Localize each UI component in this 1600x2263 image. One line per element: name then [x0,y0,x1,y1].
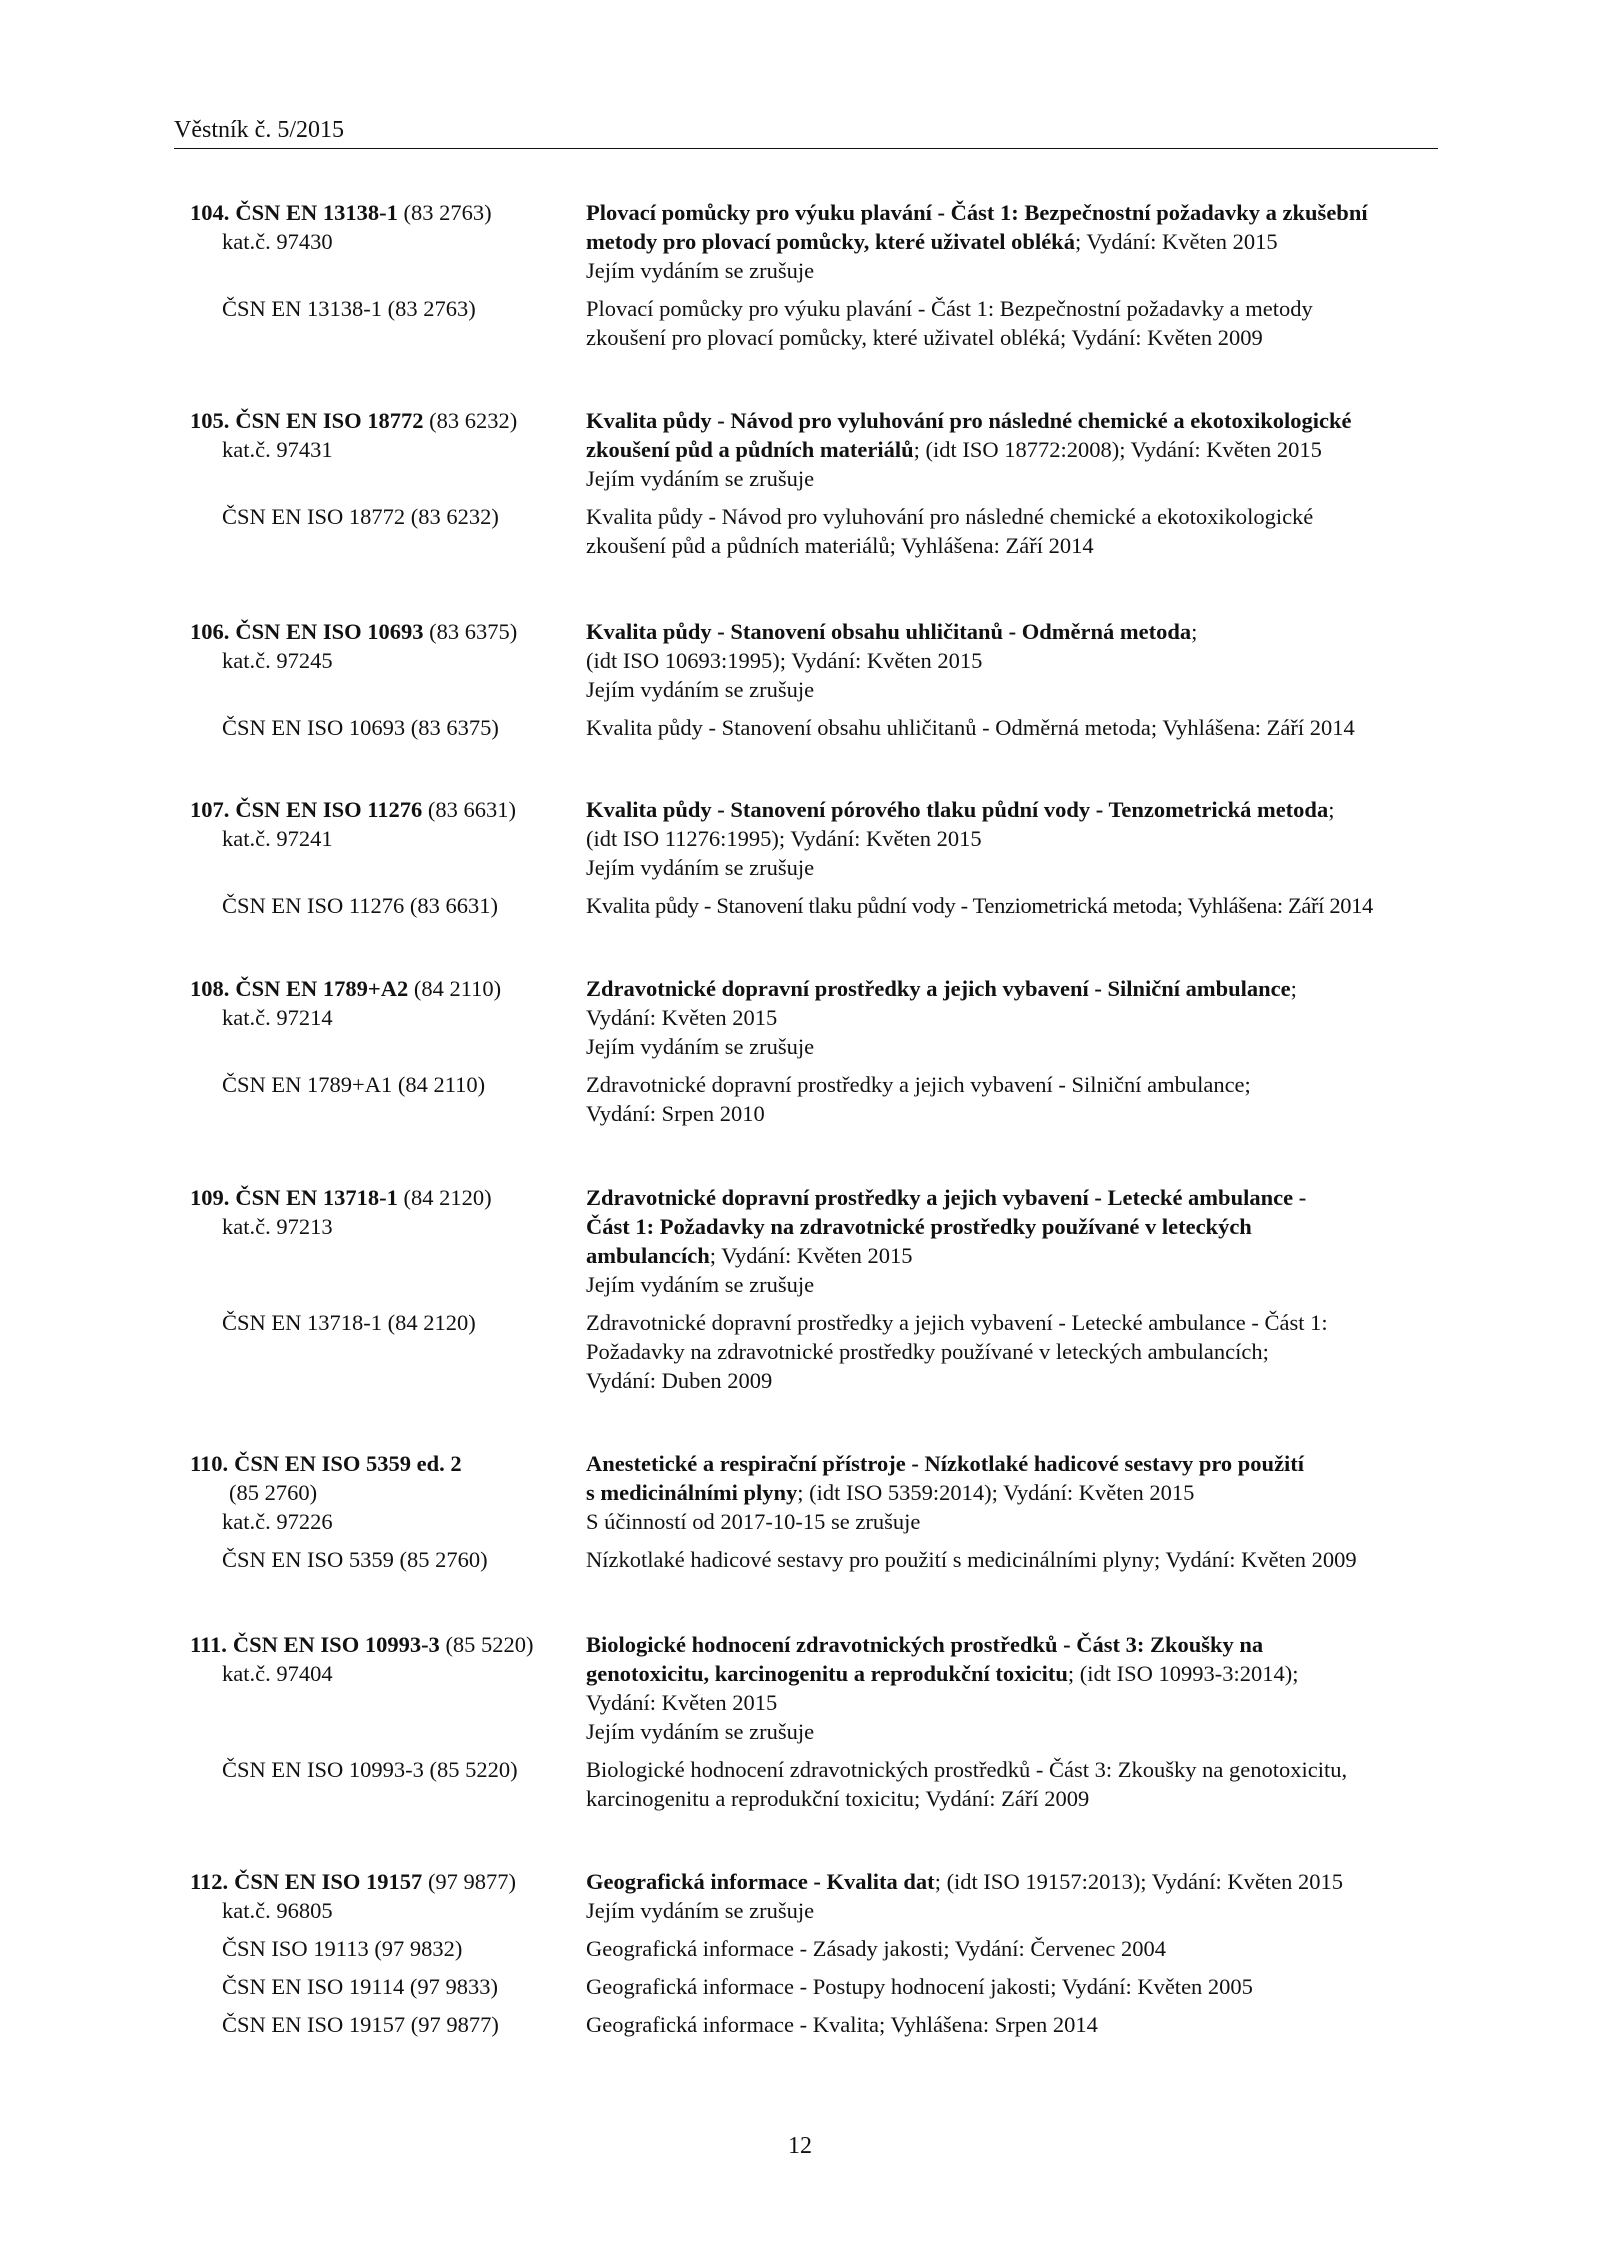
release-info: Vydání: Květen 2015 [586,1005,778,1030]
entry-109 [0,1183,1600,1395]
release-info: (idt ISO 10693:1995); Vydání: Květen 2015 [586,648,983,673]
catalog-number: kat.č. 97430 [222,229,333,254]
entry-number: 109. [190,1185,230,1210]
replaced-standard-code: ČSN EN ISO 11276 (83 6631) [222,893,499,918]
standard-title: Kvalita půdy - Stanovení pórového tlaku půdní vody - Tenzometrická metoda [586,797,1329,822]
entry-number: 105. [190,408,230,433]
class-code: (83 6631) [422,797,517,822]
title-punct: ; [1328,797,1335,822]
replacement-note: Jejím vydáním se zrušuje [586,855,815,880]
class-code: (83 2763) [397,200,492,225]
entry-number: 112. [190,1869,229,1894]
page-header [174,112,1438,149]
replacement-note: S účinností od 2017-10-15 se zrušuje [586,1509,921,1534]
replacement-note: Jejím vydáním se zrušuje [586,1034,815,1059]
class-code: (83 6232) [423,408,518,433]
standard-code: ČSN EN 1789+A2 [235,976,409,1001]
title-punct: ; [1290,976,1297,1001]
replaced-standard-code: ČSN EN ISO 19157 (97 9877) [222,2012,499,2037]
release-info: ; (idt ISO 18772:2008); Vydání: Květen 2015 [913,437,1322,462]
replacement-note: Jejím vydáním se zrušuje [586,1272,815,1297]
standard-title: Anestetické a respirační přístroje - Nízkotlaké hadicové sestavy pro použití [586,1451,1305,1476]
replaced-standard-code: ČSN ISO 19113 (97 9832) [222,1936,463,1961]
release-info: ; (idt ISO 19157:2013); Vydání: Květen 2015 [934,1869,1343,1894]
replacement-note: Jejím vydáním se zrušuje [586,677,815,702]
entry-number: 107. [190,797,230,822]
standard-title-cont: genotoxicitu, karcinogenitu a reprodukční toxicitu [586,1661,1068,1686]
replaced-standard-title-cont: zkoušení pro plovací pomůcky, které uživatel obléká; Vydání: Květen 2009 [586,325,1263,350]
class-code: (83 6375) [423,619,518,644]
replaced-standard-title: Kvalita půdy - Stanovení tlaku půdní vody - Tenziometrická metoda; Vyhlášena: Září 2014 [586,893,1373,918]
entry-number: 110. [190,1451,229,1476]
class-code: (85 5220) [439,1632,534,1657]
catalog-number: kat.č. 97245 [222,648,333,673]
replaced-standard-title: Nízkotlaké hadicové sestavy pro použití s medicinálními plyny; Vydání: Květen 2009 [586,1547,1357,1572]
replacement-note: Jejím vydáním se zrušuje [586,1719,815,1744]
journal-title: Věstník č. 5/2015 [174,117,344,143]
entry-111 [0,1630,1600,1813]
replaced-standard-title-cont: Vydání: Srpen 2010 [586,1101,765,1126]
replaced-standard-title-cont: zkoušení půd a půdních materiálů; Vyhlášena: Září 2014 [586,533,1094,558]
standard-title: Zdravotnické dopravní prostředky a jejich vybavení - Letecké ambulance - [586,1185,1307,1210]
class-code: (84 2110) [408,976,502,1001]
replaced-standard-title-cont: Požadavky na zdravotnické prostředky používané v leteckých ambulancích; [586,1339,1269,1364]
replacement-note: Jejím vydáním se zrušuje [586,1898,815,1923]
standard-code: ČSN EN ISO 18772 [235,408,424,433]
entry-112 [0,1867,1600,2039]
catalog-number: kat.č. 97431 [222,437,333,462]
standard-code: ČSN EN 13138-1 [235,200,398,225]
catalog-number: kat.č. 97241 [222,826,333,851]
release-info: (idt ISO 11276:1995); Vydání: Květen 2015 [586,826,982,851]
catalog-number: kat.č. 97213 [222,1214,333,1239]
release-info: ; Vydání: Květen 2015 [709,1243,913,1268]
replaced-standard-title: Plovací pomůcky pro výuku plavání - Část 1: Bezpečnostní požadavky a metody [586,296,1313,321]
catalog-number: kat.č. 96805 [222,1898,333,1923]
entry-110 [0,1449,1600,1574]
replaced-standard-title: Geografická informace - Kvalita; Vyhlášena: Srpen 2014 [586,2012,1098,2037]
standard-title: Zdravotnické dopravní prostředky a jejich vybavení - Silniční ambulance [586,976,1291,1001]
replacement-note: Jejím vydáním se zrušuje [586,258,815,283]
class-code: (85 2760) [229,1480,318,1505]
standard-title-cont: s medicinálními plyny [586,1480,798,1505]
replaced-standard-title: Kvalita půdy - Návod pro vyluhování pro následné chemické a ekotoxikologické [586,504,1314,529]
entry-106 [0,617,1600,742]
replaced-standard-title: Zdravotnické dopravní prostředky a jejich vybavení - Silniční ambulance; [586,1072,1251,1097]
entry-105 [0,406,1600,560]
replaced-standard-code: ČSN EN ISO 10693 (83 6375) [222,715,499,740]
standard-title: Geografická informace - Kvalita dat [586,1869,935,1894]
replaced-standard-code: ČSN EN 13138-1 (83 2763) [222,296,476,321]
entry-number: 104. [190,200,230,225]
standard-title: Plovací pomůcky pro výuku plavání - Část 1: Bezpečnostní požadavky a zkušební [586,200,1368,225]
replaced-standard-title: Kvalita půdy - Stanovení obsahu uhličitanů - Odměrná metoda; Vyhlášena: Září 2014 [586,715,1355,740]
title-punct: ; [1191,619,1198,644]
replaced-standard-title: Geografická informace - Zásady jakosti; Vydání: Červenec 2004 [586,1936,1167,1961]
standard-code: ČSN EN ISO 11276 [235,797,423,822]
standard-code: ČSN EN ISO 10993-3 [232,1632,440,1657]
replaced-standard-title: Geografická informace - Postupy hodnocení jakosti; Vydání: Květen 2005 [586,1974,1253,1999]
release-info: ; Vydání: Květen 2015 [1074,229,1278,254]
replaced-standard-code: ČSN EN 1789+A1 (84 2110) [222,1072,486,1097]
replaced-standard-title: Biologické hodnocení zdravotnických prostředků - Část 3: Zkoušky na genotoxicitu, [586,1757,1348,1782]
entry-number: 108. [190,976,230,1001]
release-info: ; (idt ISO 5359:2014); Vydání: Květen 2015 [797,1480,1195,1505]
entry-number: 111. [190,1632,227,1657]
catalog-number: kat.č. 97214 [222,1005,333,1030]
catalog-number: kat.č. 97404 [222,1661,333,1686]
catalog-number: kat.č. 97226 [222,1509,333,1534]
standard-title-cont: Část 1: Požadavky na zdravotnické prostředky používané v leteckých [586,1214,1252,1239]
replacement-note: Jejím vydáním se zrušuje [586,466,815,491]
standard-title-cont: zkoušení půd a půdních materiálů [586,437,914,462]
class-code: (97 9877) [422,1869,517,1894]
page-number: 12 [788,2133,812,2159]
replaced-standard-code: ČSN EN ISO 19114 (97 9833) [222,1974,499,1999]
replaced-standard-code: ČSN EN ISO 18772 (83 6232) [222,504,499,529]
replaced-standard-code: ČSN EN ISO 5359 (85 2760) [222,1547,488,1572]
entry-104 [0,198,1600,352]
standard-title-cont: metody pro plovací pomůcky, které uživatel obléká [586,229,1075,254]
entry-108 [0,974,1600,1128]
standard-title: Biologické hodnocení zdravotnických prostředků - Část 3: Zkoušky na [586,1632,1264,1657]
standard-title: Kvalita půdy - Návod pro vyluhování pro následné chemické a ekotoxikologické [586,408,1352,433]
standard-code: ČSN EN ISO 10693 [235,619,424,644]
entry-number: 106. [190,619,230,644]
replaced-standard-title-cont: Vydání: Duben 2009 [586,1368,773,1393]
standard-code: ČSN EN 13718-1 [235,1185,398,1210]
iso-ref: ; (idt ISO 10993-3:2014); [1067,1661,1299,1686]
standard-title-cont: ambulancích [586,1243,710,1268]
standard-title: Kvalita půdy - Stanovení obsahu uhličitanů - Odměrná metoda [586,619,1192,644]
replaced-standard-code: ČSN EN 13718-1 (84 2120) [222,1310,476,1335]
replaced-standard-code: ČSN EN ISO 10993-3 (85 5220) [222,1757,518,1782]
standard-code: ČSN EN ISO 5359 ed. 2 [234,1451,462,1476]
standard-code: ČSN EN ISO 19157 [234,1869,423,1894]
entry-107 [0,795,1600,920]
replaced-standard-title-cont: karcinogenitu a reprodukční toxicitu; Vydání: Září 2009 [586,1786,1090,1811]
replaced-standard-title: Zdravotnické dopravní prostředky a jejich vybavení - Letecké ambulance - Část 1: [586,1310,1328,1335]
release-info: Vydání: Květen 2015 [586,1690,778,1715]
class-code: (84 2120) [397,1185,492,1210]
